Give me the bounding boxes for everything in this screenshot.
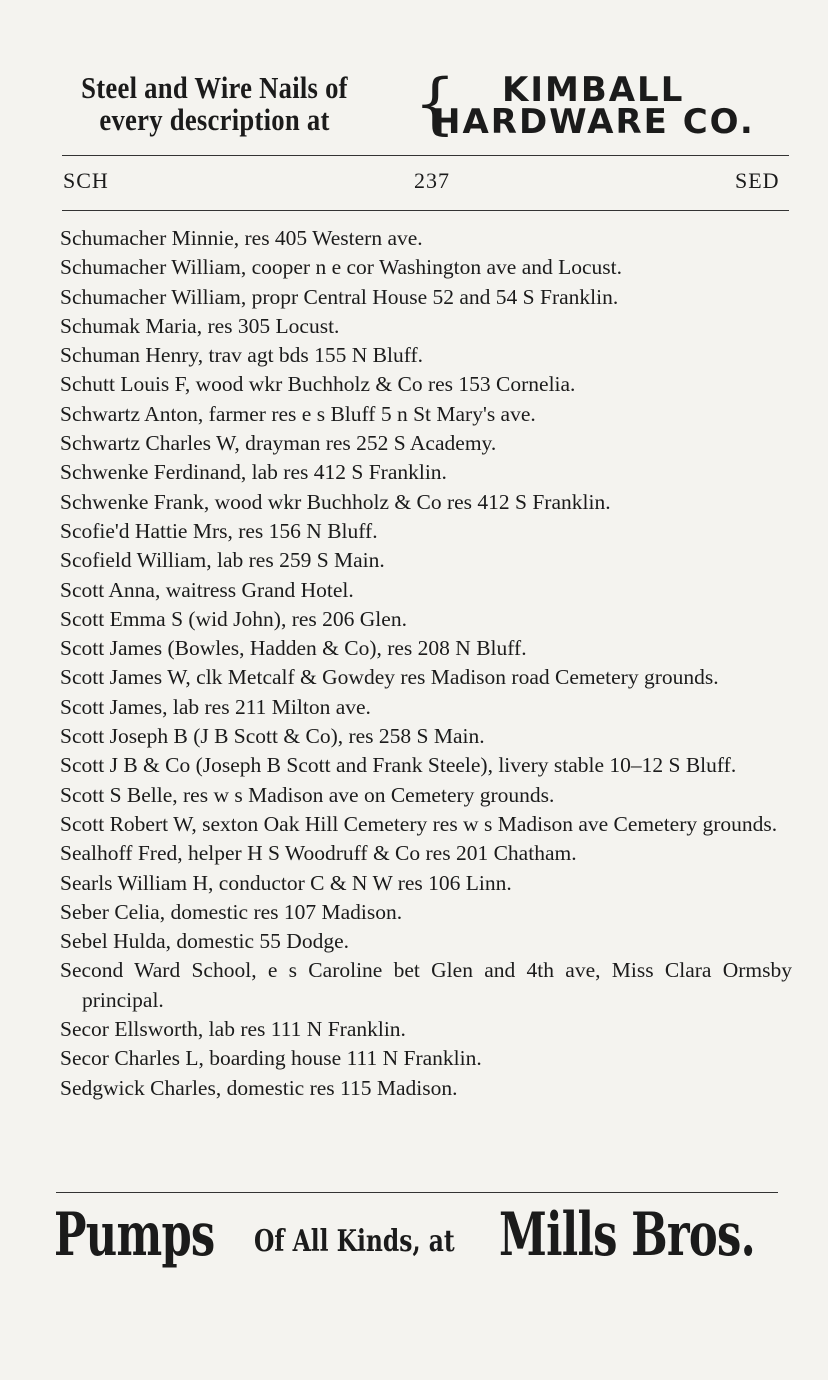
ad-bottom-pumps: Pumps xyxy=(54,1200,215,1270)
directory-entry: Sedgwick Charles, domestic res 115 Madison. xyxy=(60,1075,458,1100)
directory-entry: Second Ward School, e s Caroline bet Glen and 4th ave, Miss Clara Ormsby principal. xyxy=(60,958,792,1012)
ad-top-left-text xyxy=(64,72,365,136)
header-rule-top xyxy=(62,155,789,156)
ad-top-line-1: Steel and Wire Nails of xyxy=(81,70,348,105)
directory-entry: Scott Emma S (wid John), res 206 Glen. xyxy=(60,606,407,631)
header-rule-bottom xyxy=(62,210,789,211)
ad-top-company xyxy=(432,70,792,142)
directory-entry: Schwenke Frank, wood wkr Buchholz & Co res 412 S Franklin. xyxy=(60,489,611,514)
ad-top-company-line-1: KIMBALL xyxy=(502,70,685,110)
directory-entry: Scofie'd Hattie Mrs, res 156 N Bluff. xyxy=(60,518,378,543)
directory-entry: Scott James (Bowles, Hadden & Co), res 208 N Bluff. xyxy=(60,636,527,661)
bottom-advertisement xyxy=(54,1200,784,1280)
directory-entry: Schumak Maria, res 305 Locust. xyxy=(60,313,340,338)
directory-entry: Schumacher William, propr Central House 52 and 54 S Franklin. xyxy=(60,284,619,309)
directory-entry: Scott James, lab res 211 Milton ave. xyxy=(60,694,371,719)
page-number: 237 xyxy=(414,168,450,193)
running-head-right: SED xyxy=(735,168,780,193)
ad-bottom-middle: Of All Kinds, at xyxy=(254,1224,455,1259)
directory-entry: Scott Robert W, sexton Oak Hill Cemetery res w s Madison ave Cemetery grounds. xyxy=(60,811,778,836)
running-head-left: SCH xyxy=(63,168,109,193)
footer-rule xyxy=(56,1192,778,1193)
ad-top-company-line-2: HARDWARE CO. xyxy=(432,102,755,142)
directory-entry: Schumacher William, cooper n e cor Washington ave and Locust. xyxy=(60,255,623,280)
directory-entry: Schuman Henry, trav agt bds 155 N Bluff. xyxy=(60,343,424,368)
directory-entry: Searls William H, conductor C & N W res 106 Linn. xyxy=(60,870,512,895)
directory-entry: Scott James W, clk Metcalf & Gowdey res Madison road Cemetery grounds. xyxy=(60,665,719,690)
directory-entry: Secor Charles L, boarding house 111 N Franklin. xyxy=(60,1046,482,1071)
directory-entry: Schutt Louis F, wood wkr Buchholz & Co res 153 Cornelia. xyxy=(60,372,576,397)
directory-entries xyxy=(60,224,792,1103)
directory-entry: Scott Joseph B (J B Scott & Co), res 258 S Main. xyxy=(60,724,485,749)
directory-entry: Sebel Hulda, domestic 55 Dodge. xyxy=(60,929,350,954)
directory-entry: Schwenke Ferdinand, lab res 412 S Franklin. xyxy=(60,460,447,485)
directory-entry: Seber Celia, domestic res 107 Madison. xyxy=(60,899,403,924)
directory-entry: Scofield William, lab res 259 S Main. xyxy=(60,548,385,573)
directory-entry: Scott S Belle, res w s Madison ave on Cemetery grounds. xyxy=(60,782,555,807)
directory-entry: Scott J B & Co (Joseph B Scott and Frank Steele), livery stable 10–12 S Bluff. xyxy=(60,753,737,778)
directory-entry: Secor Ellsworth, lab res 111 N Franklin. xyxy=(60,1017,406,1042)
directory-entry: Sealhoff Fred, helper H S Woodruff & Co res 201 Chatham. xyxy=(60,841,577,866)
top-advertisement xyxy=(60,65,790,144)
directory-entry: Schumacher Minnie, res 405 Western ave. xyxy=(60,226,423,250)
directory-entry: Schwartz Charles W, drayman res 252 S Academy. xyxy=(60,431,497,456)
ad-bottom-company: Mills Bros. xyxy=(499,1200,755,1270)
directory-entry: Schwartz Anton, farmer res e s Bluff 5 n St Mary's ave. xyxy=(60,401,536,426)
brace-glyph: { xyxy=(414,65,456,142)
directory-entry: Scott Anna, waitress Grand Hotel. xyxy=(60,577,354,602)
ad-top-line-2: every description at xyxy=(99,102,330,137)
